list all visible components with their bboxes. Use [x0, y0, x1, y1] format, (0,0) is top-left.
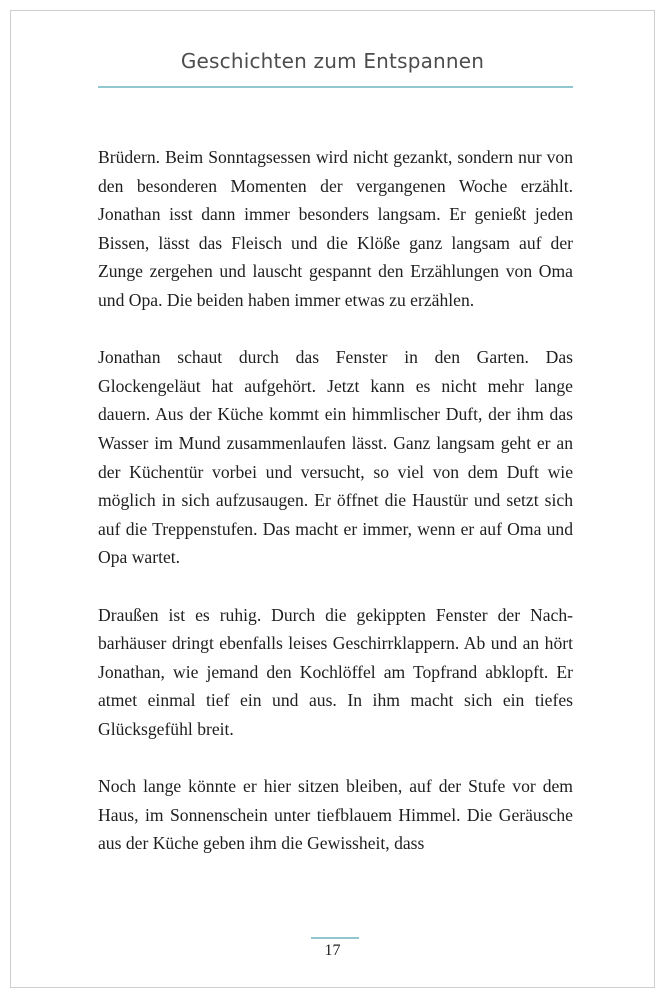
footer-rule	[311, 937, 359, 939]
paragraph-2: Jonathan schaut durch das Fenster in den Garten. Das Glockengeläut hat aufgehört. Jetzt kann es nicht mehr lange dauern. Aus der Küche kommt ein himmlischer Duft, der ihm das Wasser im Mund zusammenlaufen lässt. Ganz langsam geht er an der Küchentür vorbei und versucht, so viel von dem Duft wie möglich in sich aufzusaugen. Er öffnet die Haustür und setzt sich auf die Treppenstufen. Das macht er immer, wenn er auf Oma und Opa wartet.	[98, 347, 573, 568]
paragraph-1: Brüdern. Beim Sonntagsessen wird nicht gezankt, sondern nur von den besonderen Momenten der vergangenen Woche erzählt. Jonathan isst dann immer besonders langsam. Er genießt jeden Bissen, lässt das Fleisch und die Klöße ganz langsam auf der Zunge zergehen und lauscht gespannt den Erzählungen von Oma und Opa. Die beiden haben immer etwas zu erzählen.	[98, 147, 573, 310]
book-page	[10, 10, 655, 988]
paragraph-4: Noch lange könnte er hier sitzen bleiben, auf der Stufe vor dem Haus, im Sonnenschein unter tiefblauem Himmel. Die Geräusche aus der Küche geben ihm die Gewissheit, dass	[98, 776, 573, 854]
running-title: Geschichten zum Entspannen	[180, 49, 485, 73]
paragraph-3: Draußen ist es ruhig. Durch die gekippten Fenster der Nachbarhäuser dringt ebenfalls leises Geschirrklappern. Ab und an hört Jonathan, wie jemand den Kochlöffel am Topfrand abklopft. Er atmet einmal tief ein und aus. In ihm macht sich ein tiefes Glücksgefühl breit.	[98, 604, 573, 739]
page-number: 17	[324, 942, 341, 959]
header-rule	[98, 86, 573, 88]
body-text	[98, 143, 573, 858]
